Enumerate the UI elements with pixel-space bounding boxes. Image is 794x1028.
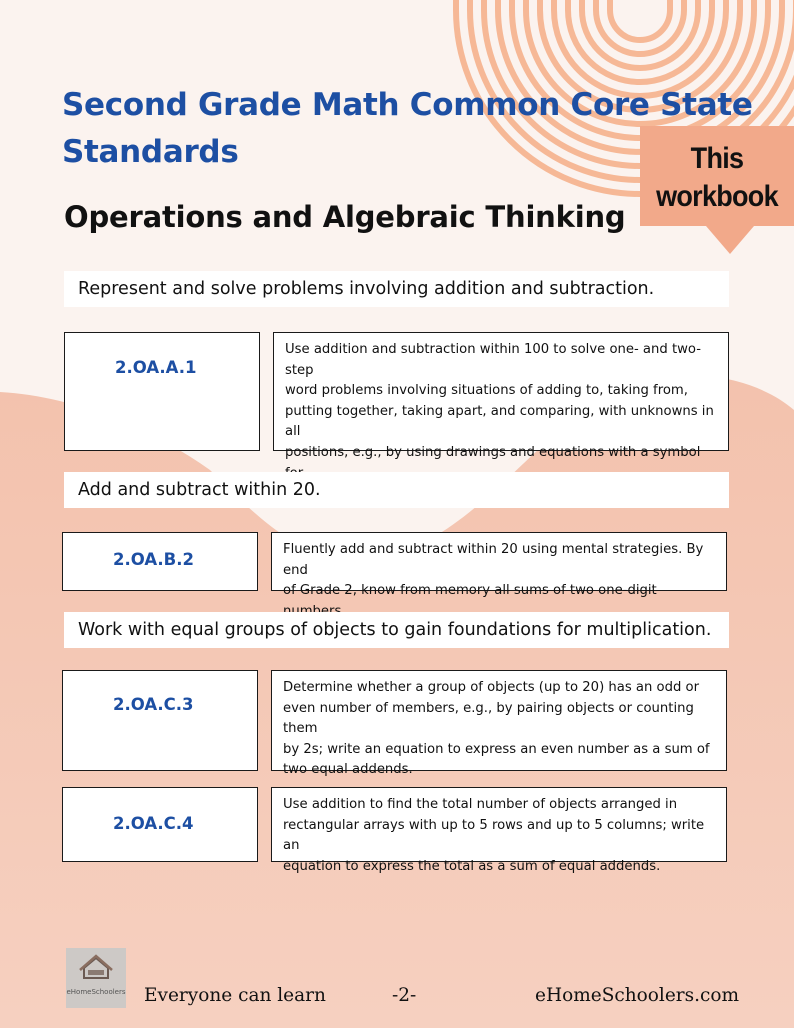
standard-description-box [271,670,727,778]
description-line: Use addition to find the total number of objects arranged in [283,797,678,812]
standard-description-box [271,787,727,874]
domain-heading: Operations and Algebraic Thinking [64,200,626,234]
description-line: positions, e.g., by using drawings and equations with a symbol [285,444,701,460]
description-line: Use addition and subtraction within 100 to solve one- and two-step [285,342,701,378]
standard-code-box [62,670,258,771]
description-line: rectangular arrays with up to 5 rows and up to 5 columns; write an [283,817,705,854]
standard-description-box [271,532,727,599]
logo-wordmark: eHomeSchoolers [66,988,126,996]
description-line: putting together, taking apart, and comparing, with unknowns in all [285,403,714,440]
description-line: two equal addends. [283,762,413,778]
cluster-heading: Work with equal groups of objects to gain foundations for multiplication. [64,612,729,648]
arc-stroke [610,0,670,40]
standard-code-box [62,532,258,591]
description-line: equation to express the total as a sum of equal addends. [283,858,661,874]
standard-code-box [64,332,260,451]
page-number: -2- [392,985,417,1006]
description-line: word problems involving situations of adding to, taking from, [285,383,688,399]
standard-code: 2.OA.A.1 [115,358,197,377]
standard-code-box [62,787,258,862]
standard-description [272,533,726,622]
arc-stroke [582,0,698,68]
description-line: Determine whether a group of objects (up to 20) has an odd or [283,680,700,695]
footer-website: eHomeSchoolers.com [535,985,740,1006]
standard-description [272,788,726,877]
cluster-heading: Add and subtract within 20. [64,472,729,508]
description-line: Fluently add and subtract within 20 using mental strategies. By end [283,542,704,578]
page-title: Second Grade Math Common Core State Standards [62,87,753,170]
cluster-heading: Represent and solve problems involving addition and subtraction. [64,271,729,307]
description-line: by 2s; write an equation to express an even number as a sum of [283,741,710,757]
standard-code: 2.OA.B.2 [113,550,195,569]
standard-description [272,671,726,781]
description-line: even number of members, e.g., by pairing objects or counting them [283,700,694,737]
house-icon [66,948,126,988]
standard-code: 2.OA.C.4 [113,814,194,833]
ehomeschoolers-logo [66,948,126,1008]
tag-line-1: This [690,142,744,175]
standard-description-box [273,332,729,460]
tag-line-2: workbook [656,180,778,213]
standard-code: 2.OA.C.3 [113,695,194,714]
footer-motto: Everyone can learn [144,985,326,1006]
tag-pointer [706,226,754,254]
this-workbook-tag [640,126,794,226]
tag-label [648,140,787,216]
description-line: of Grade 2, know from memory all sums of two one-digit [283,583,657,599]
